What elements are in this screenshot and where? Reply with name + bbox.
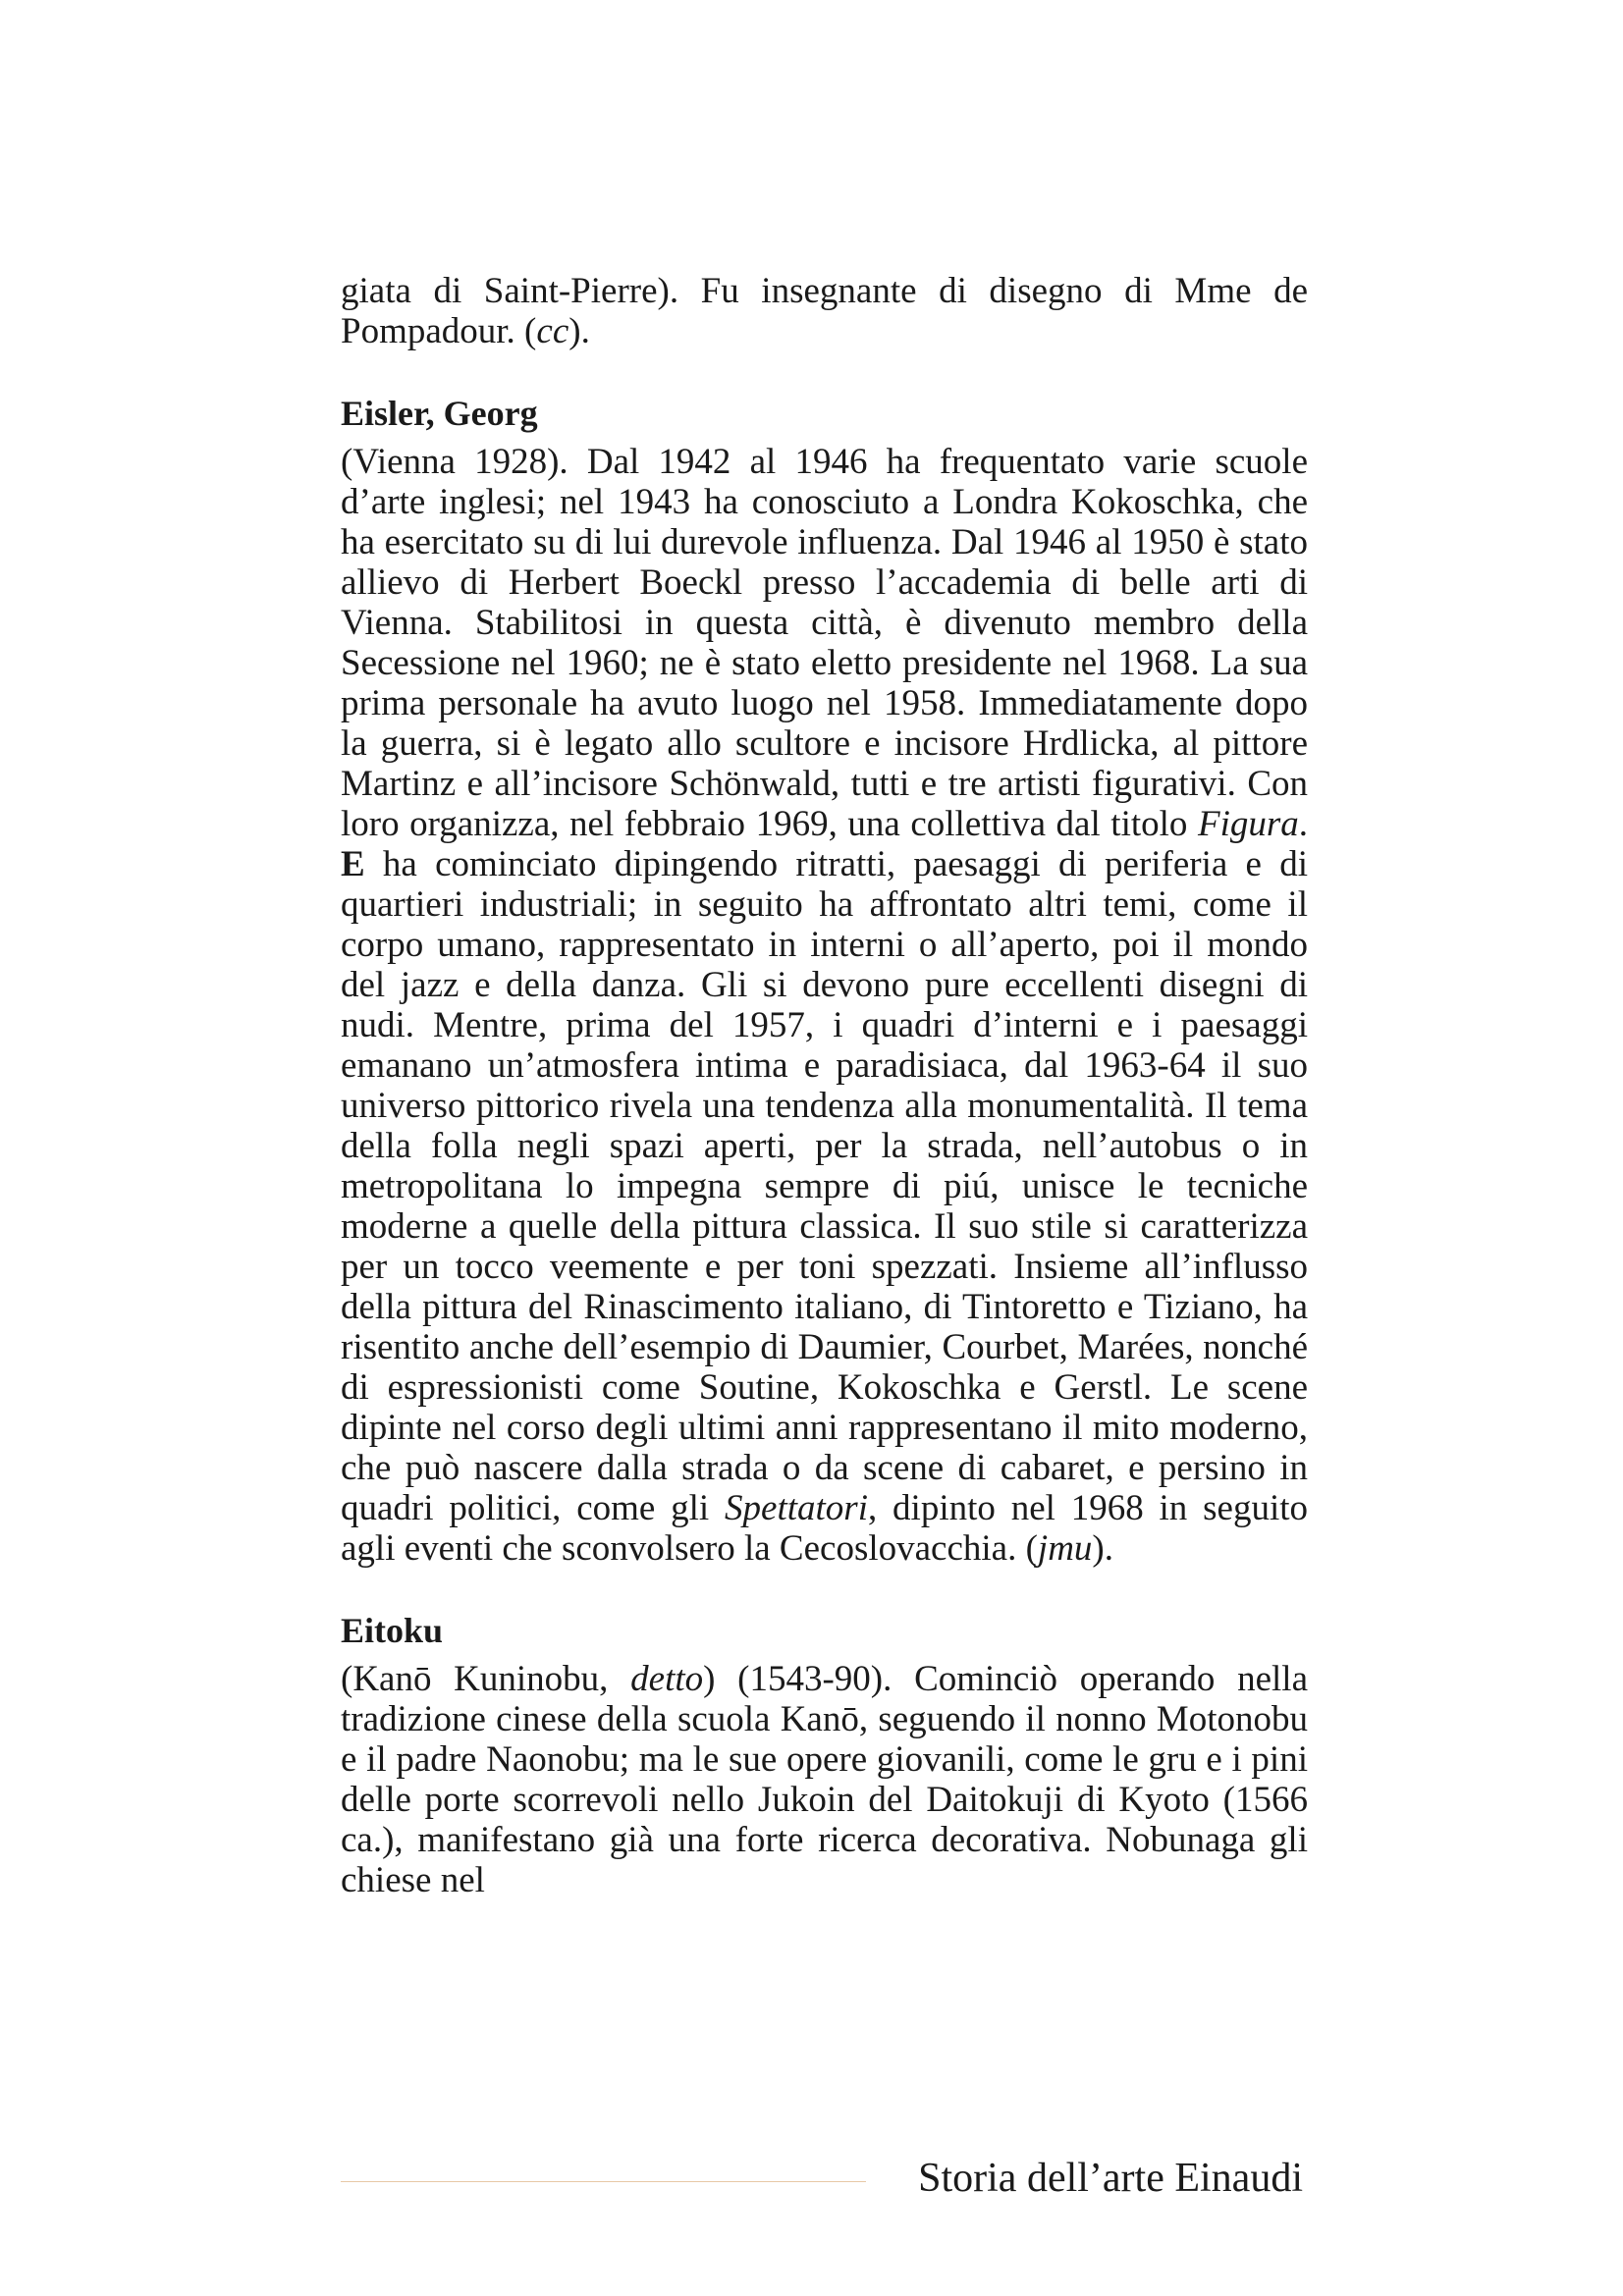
work-title: Spettatori (725, 1488, 868, 1528)
entry-heading-eitoku: Eitoku (341, 1611, 444, 1650)
author-initials: cc (536, 311, 569, 351)
entry-heading-eisler: Eisler, Georg (341, 394, 538, 433)
continuation-paragraph: giata di Saint-Pierre). Fu insegnante di disegno di Mme de Pompadour. (cc). (341, 271, 1308, 351)
entry-body-eisler: (Vienna 1928). Dal 1942 al 1946 ha frequentato varie scuole d’arte inglesi; nel 1943 ha conosciuto a Londra Kokoschka, che ha esercitato su di lui durevole influenza. Dal 1946 al 1950 è stato allievo di Herbert Boeckl presso l’accademia di belle arti di Vienna. Stabilitosi in questa città, è divenuto membro della Secessione nel 1960; ne è stato eletto presidente nel 1968. La sua prima personale ha avuto luogo nel 1958. Immediatamente dopo la guerra, si è legato allo scultore e incisore Hrdlicka, al pittore Martinz e all’incisore Schönwald, tutti e tre artisti figurativi. Con loro organizza, nel febbraio 1969, una collettiva dal titolo Figura. E ha cominciato dipingendo ritratti, paesaggi di periferia e di quartieri industriali; in seguito ha affrontato altri temi, come il corpo umano, rappresentato in interni o all’aperto, poi il mondo del jazz e della danza. Gli si devono pure eccellenti disegni di nudi. Mentre, prima del 1957, i quadri d’interni e i paesaggi emanano un’atmosfera intima e paradisiaca, dal 1963-64 il suo universo pittorico rivela una tendenza alla monumentalità. Il tema della folla negli spazi aperti, per la strada, nell’autobus o in metropolitana lo impegna sempre di piú, unisce le tecniche moderne a quelle della pittura classica. Il suo stile si caratterizza per un tocco veemente e per toni spezzati. Insieme all’influsso della pittura del Rinascimento italiano, di Tintoretto e Tiziano, ha risentito anche dell’esempio di Daumier, Courbet, Marées, nonché di espressionisti come Soutine, Kokoschka e Gerstl. Le scene dipinte nel corso degli ultimi anni rappresentano il mito moderno, che può nascere dalla strada o da scene di cabaret, e persino in quadri politici, come gli Spettatori, dipinto nel 1968 in seguito agli eventi che sconvolsero la Cecoslovacchia. (jmu). (341, 442, 1308, 1569)
entry-body-eitoku: (Kanō Kuninobu, detto) (1543-90). Cominciò operando nella tradizione cinese della scuola Kanō, seguendo il nonno Motonobu e il padre Naonobu; ma le sue opere giovanili, come le gru e i pini delle porte scorrevoli nello Jukoin del Daitokuji di Kyoto (1566 ca.), manifestano già una forte ricerca decorativa. Nobunaga gli chiese nel (341, 1659, 1309, 1900)
footer-rule (341, 2181, 866, 2182)
author-initials: jmu (1037, 1528, 1093, 1569)
footer-title: Storia dell’arte Einaudi (918, 2156, 1303, 2201)
italic-term: detto (630, 1659, 704, 1699)
entry-abbreviation: E (341, 844, 365, 884)
article-text (341, 271, 1308, 1900)
work-title: Figura (1197, 804, 1299, 844)
